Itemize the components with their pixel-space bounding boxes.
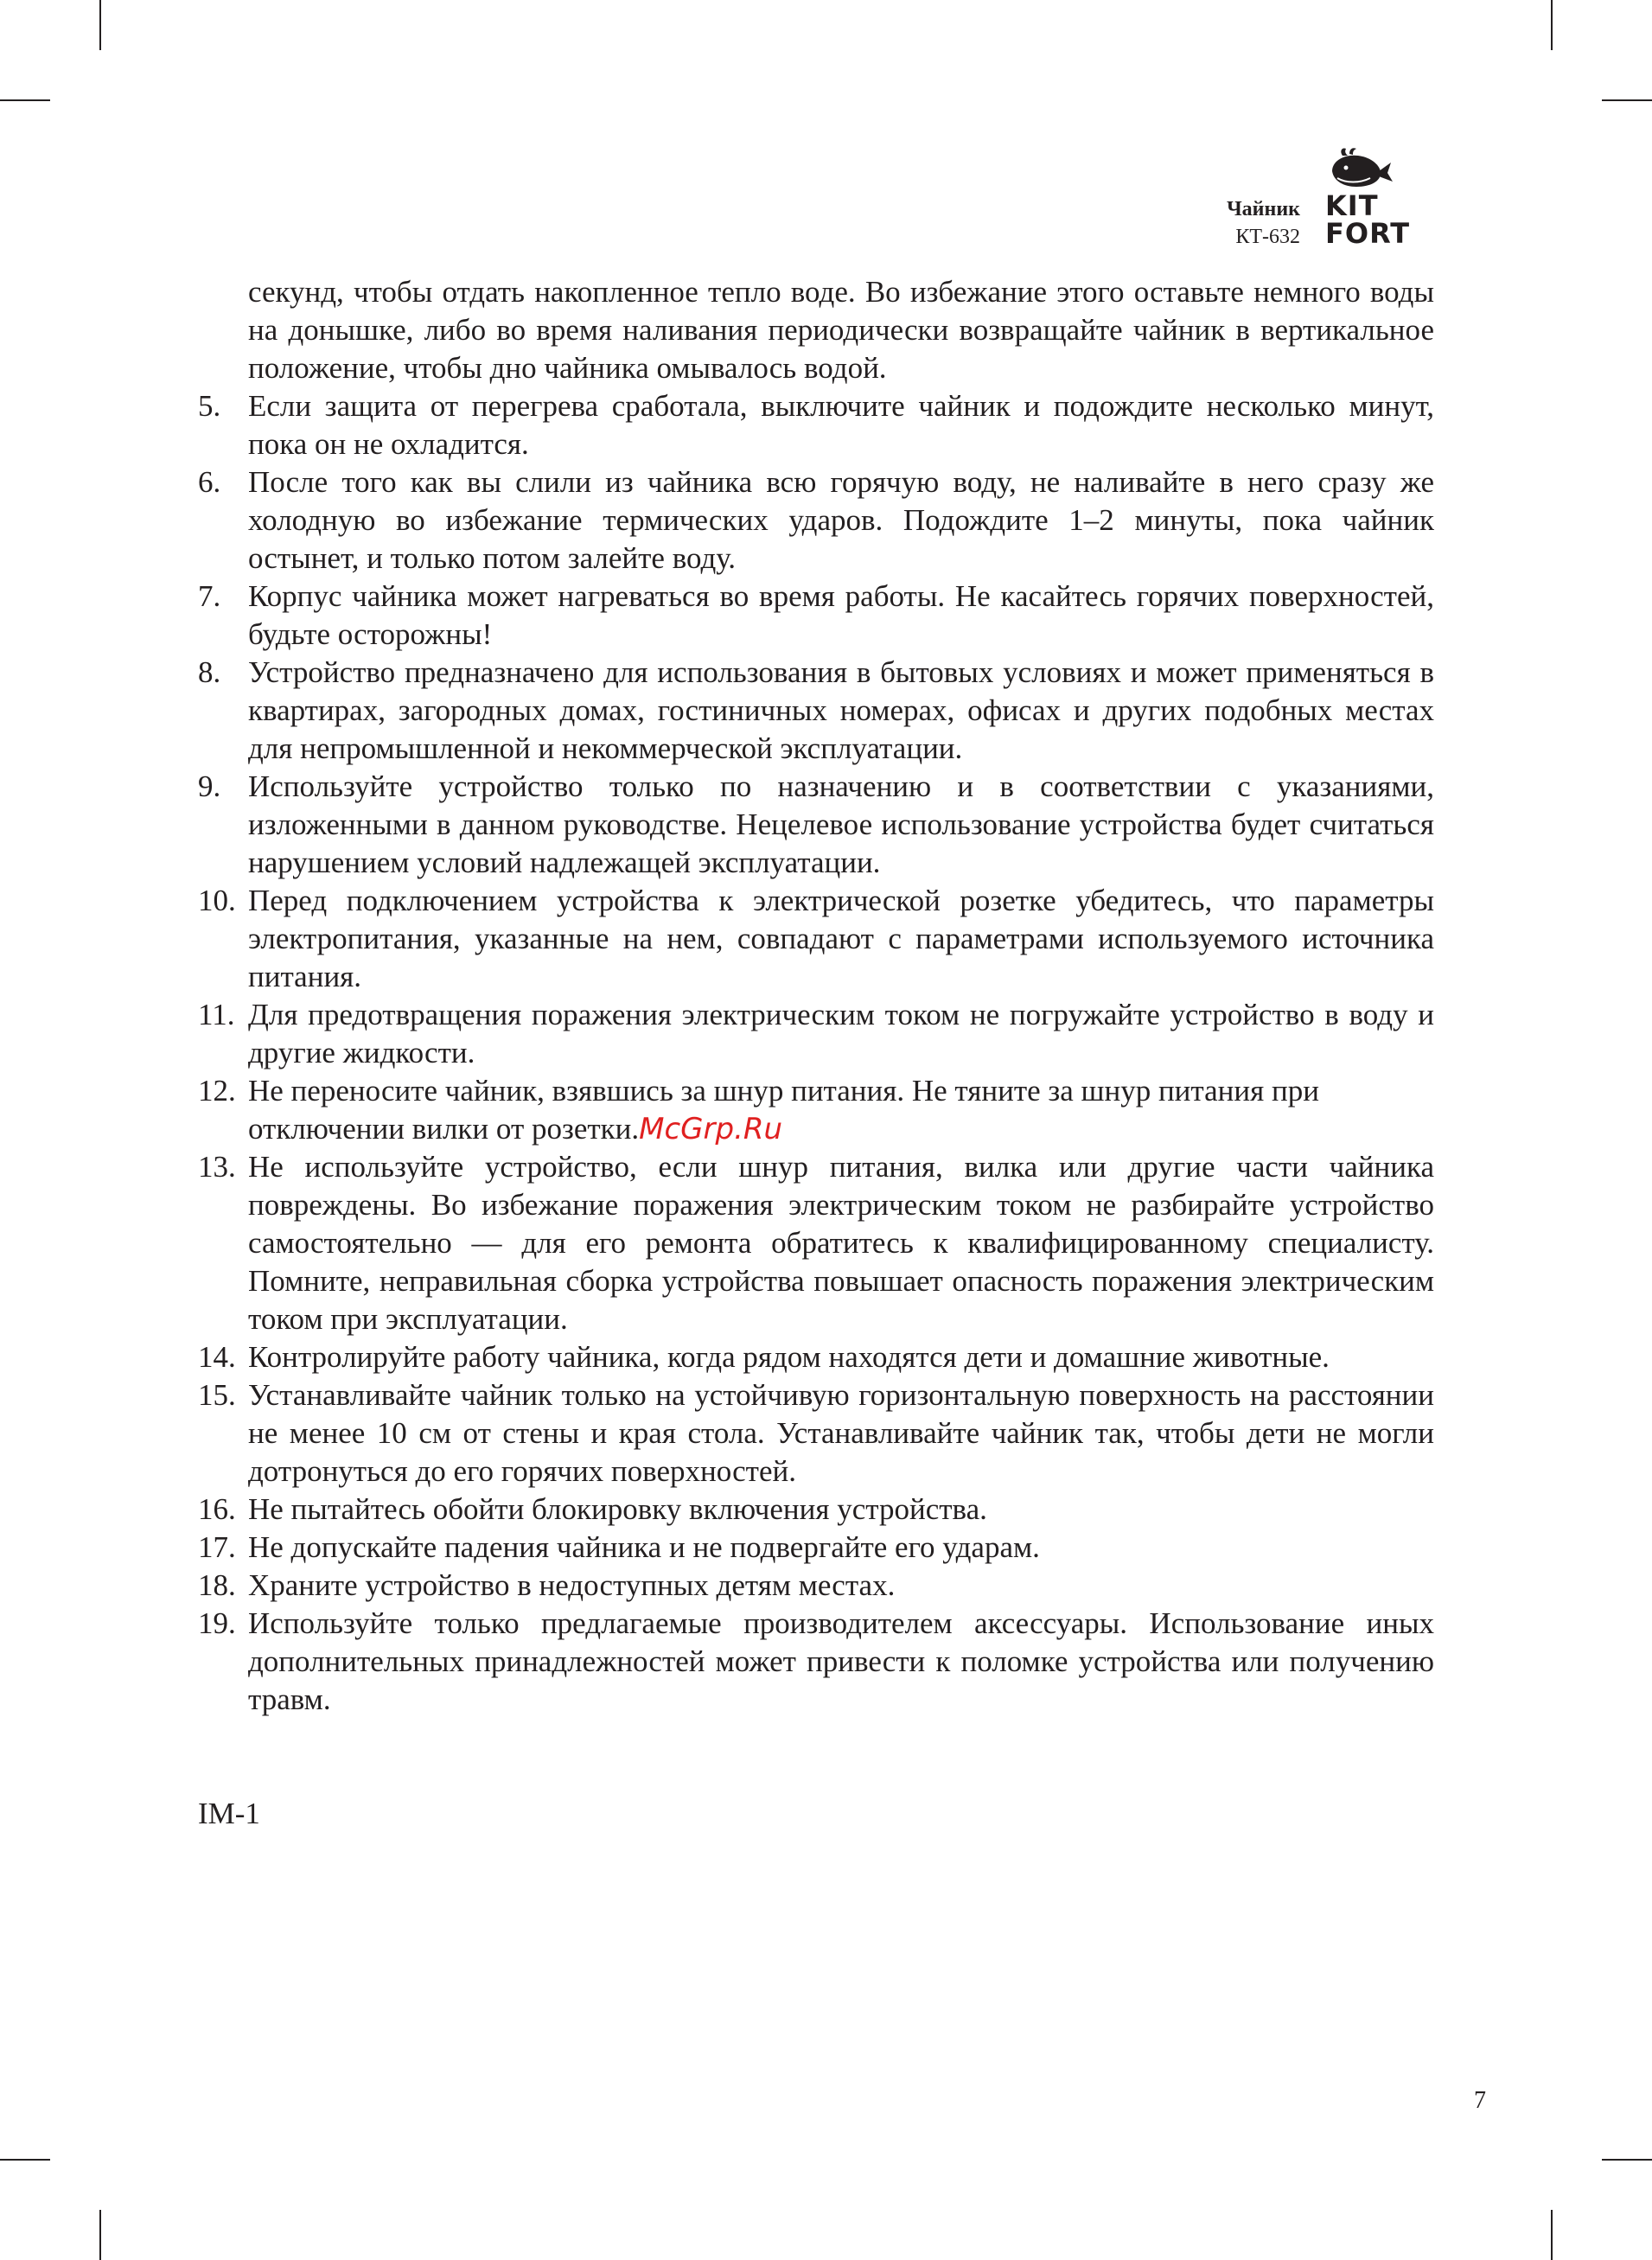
- list-item: [198, 1072, 1434, 1148]
- item-number: 6.: [198, 465, 221, 499]
- list-item: [198, 996, 1434, 1072]
- product-title: Чайник: [1227, 198, 1300, 220]
- intro-continuation: секунд, чтобы отдать накопленное тепло воде. Во избежание этого оставьте немного воды на донышке, либо во время наливания периодически возвращайте чайник в вертикальное положение, чтобы дно чайника омывалось водой.: [248, 275, 1434, 385]
- product-model: КТ-632: [1235, 226, 1300, 248]
- item-number: 12.: [198, 1074, 236, 1108]
- list-item: [198, 1491, 1434, 1529]
- header: [1227, 195, 1300, 251]
- item-text: После того как вы слили из чайника всю горячую воду, не наливайте в него сразу же холодную во избежание термических ударов. Подождите 1–2 минуты, пока чайник остынет, и только потом залейте воду.: [248, 465, 1434, 575]
- item-text: Не допускайте падения чайника и не подвергайте его ударам.: [248, 1530, 1040, 1564]
- crop-mark-top-right: [1551, 0, 1553, 50]
- item-text: Не используйте устройство, если шнур питания, вилка или другие части чайника повреждены. Во избежание поражения электрическим током не разбирайте устройство самостоятельно — для его ремонта обратитесь к квалифицированному специалисту. Помните, неправильная сборка устройства повышает опасность поражения электрическим током при эксплуатации.: [248, 1150, 1434, 1336]
- logo-wordmark: KIT FORT: [1325, 189, 1411, 250]
- item-text: Используйте устройство только по назначению и в соответствии с указаниями, изложенными в данном руководстве. Нецелевое использование устройства будет считаться нарушением условий надлежащей эксплуатации.: [248, 769, 1434, 879]
- item-text: Корпус чайника может нагреваться во время работы. Не касайтесь горячих поверхностей, будьте осторожны!: [248, 579, 1434, 651]
- item-number: 5.: [198, 389, 221, 423]
- item-text: Для предотвращения поражения электрическим током не погружайте устройство в воду и другие жидкости.: [248, 998, 1434, 1069]
- item-number: 7.: [198, 579, 221, 613]
- item-text: Используйте только предлагаемые производителем аксессуары. Использование иных дополнительных принадлежностей может привести к поломке устройства или получению травм.: [248, 1606, 1434, 1716]
- list-item: [198, 1376, 1434, 1491]
- crop-mark-right-top: [1602, 99, 1652, 101]
- whale-icon: [1327, 145, 1396, 194]
- document-code: IM-1: [198, 1797, 260, 1830]
- crop-mark-bottom-left: [99, 2210, 101, 2260]
- item-number: 13.: [198, 1150, 236, 1184]
- list-item: [198, 1605, 1434, 1719]
- list-item: [198, 1567, 1434, 1605]
- list-item: [198, 463, 1434, 578]
- crop-mark-top-left: [99, 0, 101, 50]
- item-text: Не пытайтесь обойти блокировку включения устройства.: [248, 1492, 987, 1526]
- list-item: [198, 1338, 1434, 1376]
- item-number: 17.: [198, 1530, 236, 1564]
- list-item: [198, 1148, 1434, 1338]
- item-text: Не переносите чайник, взявшись за шнур питания. Не тяните за шнур питания при отключении вилки от розетки.McGrp.Ru: [248, 1074, 1319, 1146]
- crop-mark-left-top: [0, 99, 50, 101]
- list-item: [198, 654, 1434, 768]
- list-item: [198, 768, 1434, 882]
- item-text: Перед подключением устройства к электрической розетке убедитесь, что параметры электропитания, указанные на нем, совпадают с параметрами используемого источника питания.: [248, 884, 1434, 993]
- item-number: 14.: [198, 1340, 236, 1374]
- item-number: 19.: [198, 1606, 236, 1640]
- item-text: Контролируйте работу чайника, когда рядом находятся дети и домашние животные.: [248, 1340, 1330, 1374]
- item-text: Если защита от перегрева сработала, выключите чайник и подождите несколько минут, пока он не охладится.: [248, 389, 1434, 461]
- crop-mark-left-bottom: [0, 2159, 50, 2161]
- item-number: 15.: [198, 1378, 236, 1412]
- item-number: 18.: [198, 1568, 236, 1602]
- item-number: 9.: [198, 769, 221, 803]
- list-item: [198, 1529, 1434, 1567]
- list-item: [198, 387, 1434, 463]
- item-number: 16.: [198, 1492, 236, 1526]
- item-text: Храните устройство в недоступных детям местах.: [248, 1568, 896, 1602]
- list-item: [198, 882, 1434, 996]
- item-number: 11.: [198, 998, 235, 1031]
- item-number: 8.: [198, 655, 221, 689]
- item-number: 10.: [198, 884, 236, 917]
- page-number: 7: [1474, 2087, 1486, 2114]
- crop-mark-right-bottom: [1602, 2159, 1652, 2161]
- item-text: Устройство предназначено для использования в бытовых условиях и может применяться в квартирах, загородных домах, гостиничных номерах, офисах и других подобных местах для непромышленной и некоммерческой эксплуатации.: [248, 655, 1434, 765]
- list-item: [198, 578, 1434, 654]
- item-text: Устанавливайте чайник только на устойчивую горизонтальную поверхность на расстоянии не менее 10 см от стены и края стола. Устанавливайте чайник так, чтобы дети не могли дотронуться до его горячих поверхностей.: [248, 1378, 1434, 1488]
- kitfort-logo: [1325, 145, 1438, 258]
- watermark: McGrp.Ru: [639, 1112, 783, 1146]
- instructions-content: [198, 273, 1434, 1719]
- crop-mark-bottom-right: [1551, 2210, 1553, 2260]
